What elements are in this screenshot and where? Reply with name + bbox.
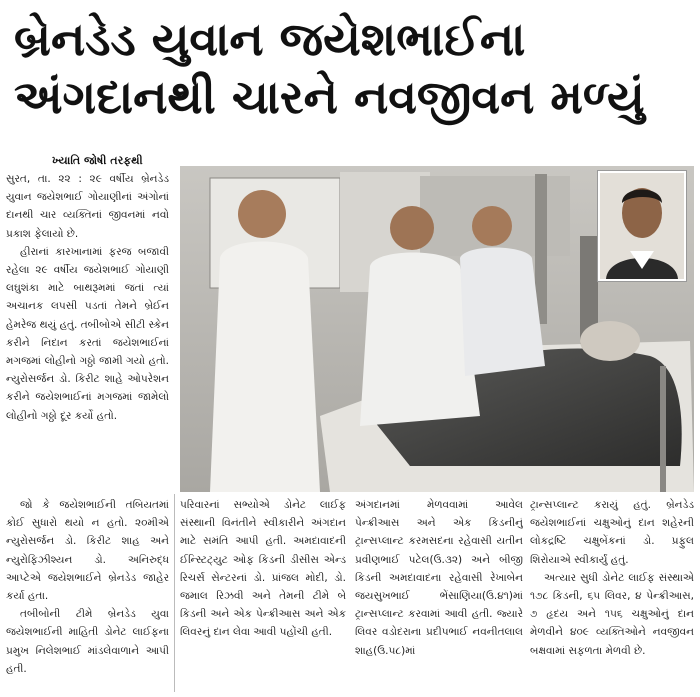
article-column-2 bbox=[180, 496, 346, 692]
article-column-3 bbox=[355, 496, 523, 692]
portrait-photo bbox=[598, 171, 686, 281]
headline-line-2: અંગદાનથી ચારને નવજીવન મળ્યું bbox=[14, 70, 645, 124]
paragraph: અંગદાનમાં મેળવવામાં આવેલ પેન્ક્રીઆસ અને એક કિડનીનું ટ્રાન્સપ્લાન્ટ કરમસદના રહેવાસી યતીન પ્રવીણભાઈ પટેલ(ઉ.૩૨) અને બીજી કિડની અમદાવાદના રહેવાસી રેખાબેન જયસુખભાઈ ભેંસાણિયા(ઉ.૪૧)માં ટ્રાન્સપ્લાન્ટ કરવામાં આવી હતી. જ્યારે લિવર વડોદરાના પ્રદીપભાઈ નવનીતલાલ શાહ(ઉ.૫૮)માં bbox=[355, 499, 523, 657]
paragraph: ટ્રાન્સપ્લાન્ટ કરાયું હતું. બ્રેનડેડ જયેશભાઈનાં ચક્ષુઓનું દાન શહેરની લોકદ્રષ્ટિ ચક્ષુબેંકનાં ડો. પ્રફુલ શિરોયાએ સ્વીકાર્યું હતું. bbox=[530, 499, 694, 566]
column-divider bbox=[174, 494, 175, 692]
paragraph: જો કે જયેશભાઈની તબિયતમાં કોઈ સુધારો થયો ન હતો. ૨૦મીએ ન્યુરોસર્જન ડો. કિરીટ શાહ અને ન્યુરોફિઝીશ્યન ડો. અનિરુદ્ધ આપ્ટેએ જયેશભાઈને બ્રેનડેડ જાહેર કર્યા હતા. bbox=[6, 499, 169, 603]
article-column-1 bbox=[6, 496, 169, 692]
paragraph: પરિવારનાં સભ્યોએ ડોનેટ લાઈફ સંસ્થાની વિનંતીને સ્વીકારીને અંગદાન માટે સમંતિ આપી હતી. અમદાવાદની ઈન્સ્ટિટ્યુટ ઓફ કિડની ડીસીસ એન્ડ રિચર્સ સેન્ટરનાં ડો. પ્રાંજલ મોદી, ડો. જમાલ રિઝવી અને તેમની ટીમે બે કિડની અને એક પેન્ક્રીઆસ અને એક લિવરનું દાન લેવા આવી પહોંચી હતી. bbox=[180, 499, 346, 639]
portrait-illustration bbox=[600, 173, 684, 279]
paragraph: અત્યાર સુધી ડોનેટ લાઈફ સંસ્થાએ ૧૭૮ કિડની, ૬૫ લિવર, ૪ પેન્ક્રીઆસ, ૭ હૃદય અને ૧૫૬ ચક્ષુઓનું દાન મેળવીને ૪૦૯ વ્યક્તિઓને નવજીવન બક્ષવામાં સફળતા મેળવી છે. bbox=[530, 571, 694, 657]
article-column-4 bbox=[530, 496, 694, 692]
paragraph: તબીબોની ટીમે બ્રેનડેડ યુવા જયેશભાઈની માહિતી ડોનેટ લાઈફના પ્રમુખ નિલેશભાઈ માંડલેવાળાને આપી હતી. bbox=[6, 608, 169, 675]
paragraph: સુરત, તા. ૨૨ : ૨૯ વર્ષીય બ્રેનડેડ યુવાન જયેશભાઈ ગોયાણીનાં અંગોનાં દાનથી ચાર વ્યક્તિનાં જીવનમાં નવો પ્રકાશ ફેલાયો છે. bbox=[6, 173, 169, 240]
headline-line-1: બ્રેનડેડ યુવાન જયેશભાઈના bbox=[14, 12, 526, 66]
byline: ખ્યાતિ જોષી તરફથી bbox=[52, 154, 143, 167]
headline bbox=[14, 10, 690, 126]
article-column-left bbox=[6, 170, 169, 514]
paragraph: હીરાનાં કારખાનામાં ફરજ બજાવી રહેલા ૨૯ વર્ષીય જયેશભાઈ ગોયાણી લઘુશંકા માટે બાથરૂમમાં જતાં ત્યાં અચાનક લપસી પડતાં તેમને બ્રેઈન હેમરેજ થયું હતું. તબીબોએ સીટી સ્કેન કરીને નિદાન કરતાં જયેશભાઈનાં મગજમાં લોહીનો ગઠ્ઠો જામી ગયો હતો. ન્યુરોસર્જન ડો. કિરીટ શાહે ઓપરેશન કરીને જયેશભાઈનાં મગજમાં જામેલો લોહીનો ગઠ્ઠો દૂર કર્યો હતો. bbox=[6, 245, 169, 422]
